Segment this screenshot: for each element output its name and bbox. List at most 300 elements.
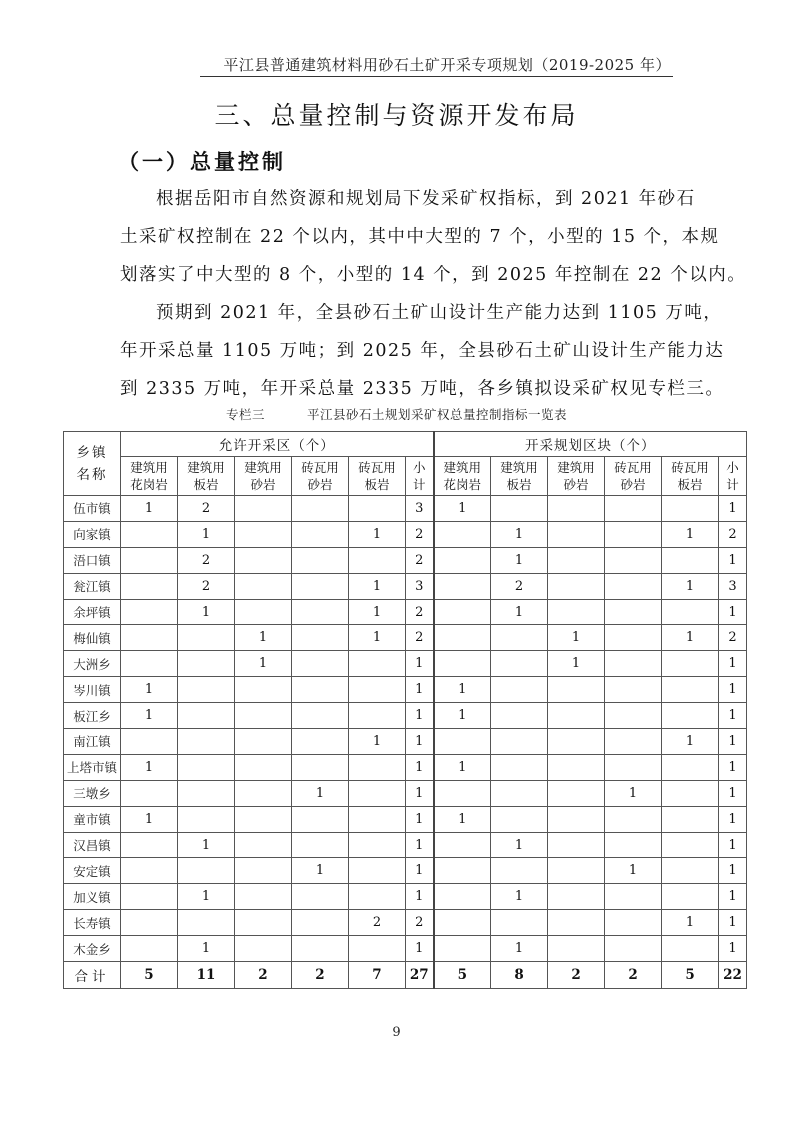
subheader-line: 建筑用 — [130, 460, 168, 475]
table-row — [64, 625, 747, 651]
allowed-sandstone-building-cell — [235, 547, 292, 573]
allowed-slate-building-cell — [178, 858, 235, 884]
paragraph-line: 到 2335 万吨，年开采总量 2335 万吨，各乡镇拟设采矿权见专栏三。 — [120, 379, 725, 399]
allowed-subtotal-cell: 27 — [406, 962, 434, 989]
planned-slate-building-cell — [491, 806, 548, 832]
subheader-allowed-slate-brick — [349, 457, 406, 496]
planned-slate-brick-cell — [662, 832, 719, 858]
town-name-cell: 余坪镇 — [64, 599, 121, 625]
allowed-sandstone-building-cell — [235, 599, 292, 625]
planned-granite-building-cell — [434, 858, 491, 884]
town-name-cell: 浯口镇 — [64, 547, 121, 573]
table-body — [64, 496, 747, 989]
allowed-sandstone-building-cell — [235, 780, 292, 806]
group-header-planned: 开采规划区块（个） — [434, 432, 747, 457]
planned-subtotal-cell: 1 — [719, 936, 747, 962]
subheader-line: 砂岩 — [620, 477, 646, 492]
allowed-sandstone-brick-cell — [292, 573, 349, 599]
planned-subtotal-cell: 1 — [719, 780, 747, 806]
planned-slate-brick-cell: 5 — [662, 962, 719, 989]
allowed-subtotal-cell: 2 — [406, 599, 434, 625]
planned-slate-brick-cell: 1 — [662, 521, 719, 547]
allowed-granite-building-cell — [121, 625, 178, 651]
allowed-slate-building-cell: 1 — [178, 521, 235, 547]
planned-sandstone-building-cell — [548, 573, 605, 599]
allowed-slate-building-cell: 1 — [178, 936, 235, 962]
allowed-sandstone-building-cell — [235, 754, 292, 780]
allowed-slate-brick-cell — [349, 780, 406, 806]
town-name-cell: 瓮江镇 — [64, 573, 121, 599]
planned-sandstone-brick-cell — [605, 599, 662, 625]
subheader-planned-subtotal — [719, 457, 747, 496]
allowed-slate-brick-cell: 1 — [349, 625, 406, 651]
planned-slate-building-cell — [491, 496, 548, 522]
planned-sandstone-building-cell — [548, 858, 605, 884]
allowed-slate-building-cell: 1 — [178, 599, 235, 625]
allowed-subtotal-cell: 1 — [406, 754, 434, 780]
planned-subtotal-cell: 1 — [719, 858, 747, 884]
planned-slate-building-cell: 1 — [491, 547, 548, 573]
allowed-subtotal-cell: 1 — [406, 780, 434, 806]
allowed-granite-building-cell: 1 — [121, 496, 178, 522]
quota-table — [63, 431, 747, 989]
town-name-cell: 大洲乡 — [64, 651, 121, 677]
allowed-sandstone-brick-cell — [292, 547, 349, 573]
allowed-subtotal-cell: 1 — [406, 806, 434, 832]
allowed-slate-brick-cell — [349, 806, 406, 832]
allowed-slate-brick-cell: 1 — [349, 573, 406, 599]
table-row — [64, 651, 747, 677]
subheader-planned-sandstone-building — [548, 457, 605, 496]
allowed-slate-brick-cell: 1 — [349, 521, 406, 547]
planned-subtotal-cell: 1 — [719, 677, 747, 703]
allowed-slate-building-cell: 2 — [178, 496, 235, 522]
allowed-sandstone-brick-cell — [292, 884, 349, 910]
table-header-sub-row — [64, 457, 747, 496]
table-row — [64, 806, 747, 832]
subheader-line: 砂岩 — [250, 477, 276, 492]
paragraph-line: 预期到 2021 年，全县砂石土矿山设计生产能力达到 1105 万吨， — [156, 303, 723, 323]
planned-slate-building-cell — [491, 677, 548, 703]
town-name-cell: 安定镇 — [64, 858, 121, 884]
allowed-sandstone-brick-cell — [292, 703, 349, 729]
paragraph-capacity — [120, 294, 725, 408]
town-header-line: 名称 — [76, 466, 108, 483]
planned-slate-building-cell — [491, 651, 548, 677]
allowed-slate-building-cell: 1 — [178, 884, 235, 910]
allowed-sandstone-brick-cell — [292, 496, 349, 522]
town-column-header — [64, 432, 121, 496]
paragraph-line: 根据岳阳市自然资源和规划局下发采矿权指标，到 2021 年砂石 — [156, 189, 696, 209]
allowed-granite-building-cell: 5 — [121, 962, 178, 989]
planned-sandstone-brick-cell — [605, 547, 662, 573]
allowed-slate-brick-cell — [349, 936, 406, 962]
planned-slate-brick-cell — [662, 754, 719, 780]
subheader-line: 建筑用 — [443, 460, 482, 475]
planned-sandstone-brick-cell — [605, 677, 662, 703]
town-name-cell: 童市镇 — [64, 806, 121, 832]
subheader-allowed-sandstone-building — [235, 457, 292, 496]
allowed-sandstone-brick-cell — [292, 806, 349, 832]
subheader-line: 板岩 — [364, 477, 390, 492]
allowed-slate-building-cell — [178, 910, 235, 936]
allowed-granite-building-cell — [121, 884, 178, 910]
subheader-line: 砖瓦用 — [671, 460, 709, 475]
allowed-sandstone-brick-cell — [292, 677, 349, 703]
planned-slate-building-cell — [491, 910, 548, 936]
allowed-granite-building-cell — [121, 521, 178, 547]
allowed-sandstone-brick-cell — [292, 651, 349, 677]
planned-sandstone-building-cell: 2 — [548, 962, 605, 989]
planned-sandstone-brick-cell: 1 — [605, 858, 662, 884]
planned-subtotal-cell: 1 — [719, 496, 747, 522]
allowed-subtotal-cell: 2 — [406, 910, 434, 936]
allowed-granite-building-cell — [121, 910, 178, 936]
allowed-sandstone-building-cell — [235, 729, 292, 755]
table-row — [64, 677, 747, 703]
town-name-cell: 南江镇 — [64, 729, 121, 755]
town-header-line: 乡镇 — [76, 444, 108, 461]
table-row — [64, 521, 747, 547]
planned-sandstone-building-cell — [548, 703, 605, 729]
allowed-slate-building-cell — [178, 625, 235, 651]
planned-subtotal-cell: 22 — [719, 962, 747, 989]
planned-slate-brick-cell: 1 — [662, 729, 719, 755]
allowed-slate-brick-cell — [349, 651, 406, 677]
subheader-line: 砂岩 — [307, 477, 333, 492]
planned-slate-brick-cell — [662, 703, 719, 729]
allowed-sandstone-building-cell: 1 — [235, 651, 292, 677]
table-row — [64, 858, 747, 884]
allowed-subtotal-cell: 1 — [406, 858, 434, 884]
planned-slate-building-cell — [491, 754, 548, 780]
header-rule — [200, 76, 673, 77]
allowed-sandstone-building-cell — [235, 910, 292, 936]
planned-slate-brick-cell — [662, 599, 719, 625]
subheader-line: 小 — [413, 460, 426, 475]
allowed-sandstone-brick-cell: 2 — [292, 962, 349, 989]
planned-granite-building-cell: 1 — [434, 677, 491, 703]
allowed-slate-brick-cell: 7 — [349, 962, 406, 989]
allowed-slate-brick-cell — [349, 858, 406, 884]
planned-granite-building-cell — [434, 884, 491, 910]
allowed-slate-building-cell — [178, 651, 235, 677]
allowed-slate-building-cell — [178, 806, 235, 832]
planned-slate-building-cell: 2 — [491, 573, 548, 599]
table-row — [64, 910, 747, 936]
allowed-slate-building-cell — [178, 729, 235, 755]
town-name-cell: 加义镇 — [64, 884, 121, 910]
planned-sandstone-building-cell — [548, 884, 605, 910]
allowed-slate-building-cell — [178, 754, 235, 780]
planned-slate-building-cell: 1 — [491, 884, 548, 910]
allowed-granite-building-cell — [121, 832, 178, 858]
allowed-granite-building-cell — [121, 780, 178, 806]
planned-subtotal-cell: 1 — [719, 729, 747, 755]
planned-granite-building-cell — [434, 910, 491, 936]
planned-granite-building-cell: 1 — [434, 703, 491, 729]
town-name-cell: 伍市镇 — [64, 496, 121, 522]
allowed-slate-brick-cell: 2 — [349, 910, 406, 936]
town-name-cell: 合计 — [64, 962, 121, 989]
allowed-slate-brick-cell — [349, 677, 406, 703]
planned-slate-brick-cell: 1 — [662, 573, 719, 599]
subheader-line: 花岗岩 — [130, 477, 168, 492]
planned-granite-building-cell: 1 — [434, 496, 491, 522]
table-row — [64, 703, 747, 729]
paragraph-line: 划落实了中大型的 8 个，小型的 14 个，到 2025 年控制在 22 个以内。 — [120, 265, 747, 285]
group-header-allowed: 允许开采区（个） — [121, 432, 434, 457]
subheader-line: 板岩 — [193, 477, 219, 492]
subheader-allowed-sandstone-brick — [292, 457, 349, 496]
paragraph-line: 年开采总量 1105 万吨；到 2025 年，全县砂石土矿山设计生产能力达 — [120, 341, 725, 361]
planned-granite-building-cell — [434, 573, 491, 599]
subheader-line: 小 — [726, 460, 739, 475]
allowed-subtotal-cell: 2 — [406, 547, 434, 573]
planned-granite-building-cell — [434, 625, 491, 651]
allowed-slate-brick-cell — [349, 547, 406, 573]
subheader-allowed-granite-building — [121, 457, 178, 496]
allowed-subtotal-cell: 3 — [406, 496, 434, 522]
caption-title: 平江县砂石土规划采矿权总量控制指标一览表 — [307, 407, 568, 422]
planned-subtotal-cell: 1 — [719, 547, 747, 573]
allowed-sandstone-building-cell — [235, 521, 292, 547]
planned-granite-building-cell: 1 — [434, 754, 491, 780]
allowed-sandstone-brick-cell: 1 — [292, 780, 349, 806]
subheader-allowed-slate-building — [178, 457, 235, 496]
subheader-allowed-subtotal — [406, 457, 434, 496]
planned-sandstone-brick-cell — [605, 936, 662, 962]
planned-sandstone-brick-cell — [605, 573, 662, 599]
planned-sandstone-building-cell: 1 — [548, 625, 605, 651]
planned-sandstone-brick-cell — [605, 884, 662, 910]
planned-slate-brick-cell — [662, 496, 719, 522]
allowed-sandstone-brick-cell — [292, 832, 349, 858]
allowed-slate-building-cell — [178, 780, 235, 806]
allowed-slate-brick-cell — [349, 754, 406, 780]
table-row — [64, 599, 747, 625]
planned-granite-building-cell — [434, 729, 491, 755]
table-row — [64, 754, 747, 780]
allowed-granite-building-cell: 1 — [121, 703, 178, 729]
allowed-granite-building-cell — [121, 936, 178, 962]
allowed-granite-building-cell: 1 — [121, 806, 178, 832]
planned-slate-brick-cell — [662, 884, 719, 910]
planned-slate-building-cell: 1 — [491, 832, 548, 858]
planned-sandstone-brick-cell — [605, 521, 662, 547]
table-row — [64, 729, 747, 755]
planned-sandstone-building-cell — [548, 832, 605, 858]
paragraph-quota — [120, 180, 747, 294]
allowed-sandstone-brick-cell — [292, 936, 349, 962]
planned-sandstone-building-cell — [548, 521, 605, 547]
chapter-title: 三、总量控制与资源开发布局 — [214, 101, 579, 130]
allowed-slate-building-cell: 11 — [178, 962, 235, 989]
section-title: （一）总量控制 — [118, 150, 286, 174]
allowed-sandstone-brick-cell — [292, 521, 349, 547]
subheader-planned-slate-brick — [662, 457, 719, 496]
allowed-sandstone-building-cell — [235, 936, 292, 962]
allowed-sandstone-building-cell — [235, 573, 292, 599]
town-name-cell: 向家镇 — [64, 521, 121, 547]
town-name-cell: 岑川镇 — [64, 677, 121, 703]
planned-subtotal-cell: 1 — [719, 806, 747, 832]
table-header-group-row — [64, 432, 747, 457]
planned-slate-brick-cell — [662, 547, 719, 573]
allowed-subtotal-cell: 1 — [406, 703, 434, 729]
allowed-sandstone-building-cell: 2 — [235, 962, 292, 989]
table-caption — [0, 405, 793, 423]
page-number: 9 — [392, 1025, 401, 1040]
planned-sandstone-building-cell — [548, 729, 605, 755]
subheader-line: 板岩 — [677, 477, 703, 492]
planned-granite-building-cell — [434, 780, 491, 806]
allowed-subtotal-cell: 2 — [406, 521, 434, 547]
planned-granite-building-cell — [434, 651, 491, 677]
allowed-sandstone-building-cell: 1 — [235, 625, 292, 651]
planned-granite-building-cell — [434, 936, 491, 962]
planned-sandstone-brick-cell — [605, 651, 662, 677]
allowed-granite-building-cell — [121, 573, 178, 599]
planned-granite-building-cell — [434, 547, 491, 573]
planned-sandstone-brick-cell — [605, 910, 662, 936]
allowed-slate-brick-cell — [349, 496, 406, 522]
subheader-line: 建筑用 — [500, 460, 538, 475]
allowed-subtotal-cell: 3 — [406, 573, 434, 599]
allowed-granite-building-cell: 1 — [121, 754, 178, 780]
allowed-sandstone-brick-cell — [292, 625, 349, 651]
table-row — [64, 496, 747, 522]
allowed-slate-brick-cell: 1 — [349, 729, 406, 755]
allowed-granite-building-cell — [121, 599, 178, 625]
town-name-cell: 木金乡 — [64, 936, 121, 962]
allowed-slate-building-cell: 2 — [178, 547, 235, 573]
planned-sandstone-brick-cell: 2 — [605, 962, 662, 989]
planned-sandstone-building-cell: 1 — [548, 651, 605, 677]
planned-slate-brick-cell: 1 — [662, 625, 719, 651]
running-header: 平江县普通建筑材料用砂石土矿开采专项规划（2019-2025 年） — [223, 56, 671, 74]
allowed-granite-building-cell — [121, 858, 178, 884]
planned-slate-building-cell — [491, 625, 548, 651]
allowed-sandstone-brick-cell — [292, 910, 349, 936]
allowed-sandstone-building-cell — [235, 806, 292, 832]
allowed-subtotal-cell: 1 — [406, 677, 434, 703]
caption-label: 专栏三 — [225, 407, 265, 422]
allowed-granite-building-cell: 1 — [121, 677, 178, 703]
town-name-cell: 长寿镇 — [64, 910, 121, 936]
allowed-subtotal-cell: 1 — [406, 832, 434, 858]
allowed-sandstone-brick-cell — [292, 729, 349, 755]
town-name-cell: 三墩乡 — [64, 780, 121, 806]
subheader-line: 花岗岩 — [443, 477, 482, 492]
planned-granite-building-cell: 1 — [434, 806, 491, 832]
planned-slate-building-cell — [491, 780, 548, 806]
subheader-line: 砖瓦用 — [614, 460, 652, 475]
subheader-line: 计 — [413, 477, 426, 492]
subheader-planned-slate-building — [491, 457, 548, 496]
allowed-slate-brick-cell — [349, 832, 406, 858]
town-name-cell: 梅仙镇 — [64, 625, 121, 651]
subheader-line: 建筑用 — [187, 460, 225, 475]
subheader-line: 板岩 — [506, 477, 532, 492]
subheader-line: 砖瓦用 — [358, 460, 396, 475]
allowed-sandstone-building-cell — [235, 832, 292, 858]
planned-slate-building-cell: 1 — [491, 936, 548, 962]
allowed-subtotal-cell: 1 — [406, 884, 434, 910]
planned-sandstone-brick-cell — [605, 806, 662, 832]
allowed-slate-building-cell: 1 — [178, 832, 235, 858]
planned-sandstone-brick-cell — [605, 625, 662, 651]
subheader-planned-sandstone-brick — [605, 457, 662, 496]
planned-subtotal-cell: 1 — [719, 703, 747, 729]
planned-slate-building-cell — [491, 729, 548, 755]
planned-sandstone-brick-cell — [605, 754, 662, 780]
planned-subtotal-cell: 1 — [719, 651, 747, 677]
allowed-granite-building-cell — [121, 547, 178, 573]
town-name-cell: 上塔市镇 — [64, 754, 121, 780]
town-name-cell: 汉昌镇 — [64, 832, 121, 858]
planned-sandstone-building-cell — [548, 936, 605, 962]
table-row — [64, 547, 747, 573]
planned-granite-building-cell: 5 — [434, 962, 491, 989]
planned-subtotal-cell: 1 — [719, 599, 747, 625]
allowed-sandstone-brick-cell — [292, 599, 349, 625]
allowed-slate-brick-cell: 1 — [349, 599, 406, 625]
planned-subtotal-cell: 1 — [719, 754, 747, 780]
planned-slate-brick-cell: 1 — [662, 910, 719, 936]
planned-subtotal-cell: 1 — [719, 832, 747, 858]
planned-subtotal-cell: 1 — [719, 884, 747, 910]
planned-subtotal-cell: 3 — [719, 573, 747, 599]
allowed-granite-building-cell — [121, 651, 178, 677]
planned-sandstone-brick-cell — [605, 832, 662, 858]
allowed-subtotal-cell: 1 — [406, 936, 434, 962]
allowed-slate-brick-cell — [349, 884, 406, 910]
allowed-sandstone-building-cell — [235, 858, 292, 884]
planned-subtotal-cell: 2 — [719, 521, 747, 547]
planned-sandstone-building-cell — [548, 910, 605, 936]
planned-granite-building-cell — [434, 599, 491, 625]
allowed-sandstone-brick-cell — [292, 754, 349, 780]
table-total-row — [64, 962, 747, 989]
allowed-subtotal-cell: 1 — [406, 651, 434, 677]
subheader-line: 建筑用 — [557, 460, 595, 475]
planned-sandstone-building-cell — [548, 806, 605, 832]
allowed-sandstone-brick-cell: 1 — [292, 858, 349, 884]
allowed-slate-building-cell: 2 — [178, 573, 235, 599]
planned-slate-brick-cell — [662, 651, 719, 677]
planned-sandstone-brick-cell — [605, 496, 662, 522]
planned-slate-brick-cell — [662, 677, 719, 703]
planned-sandstone-building-cell — [548, 780, 605, 806]
planned-slate-building-cell — [491, 703, 548, 729]
allowed-subtotal-cell: 2 — [406, 625, 434, 651]
planned-slate-brick-cell — [662, 858, 719, 884]
planned-sandstone-brick-cell — [605, 703, 662, 729]
table-row — [64, 884, 747, 910]
table-row — [64, 936, 747, 962]
allowed-slate-brick-cell — [349, 703, 406, 729]
planned-sandstone-building-cell — [548, 754, 605, 780]
allowed-slate-building-cell — [178, 703, 235, 729]
allowed-sandstone-building-cell — [235, 496, 292, 522]
planned-slate-building-cell: 1 — [491, 521, 548, 547]
allowed-granite-building-cell — [121, 729, 178, 755]
town-name-cell: 板江乡 — [64, 703, 121, 729]
planned-slate-building-cell — [491, 858, 548, 884]
paragraph-line: 土采矿权控制在 22 个以内，其中中大型的 7 个，小型的 15 个，本规 — [120, 227, 720, 247]
table-row — [64, 832, 747, 858]
